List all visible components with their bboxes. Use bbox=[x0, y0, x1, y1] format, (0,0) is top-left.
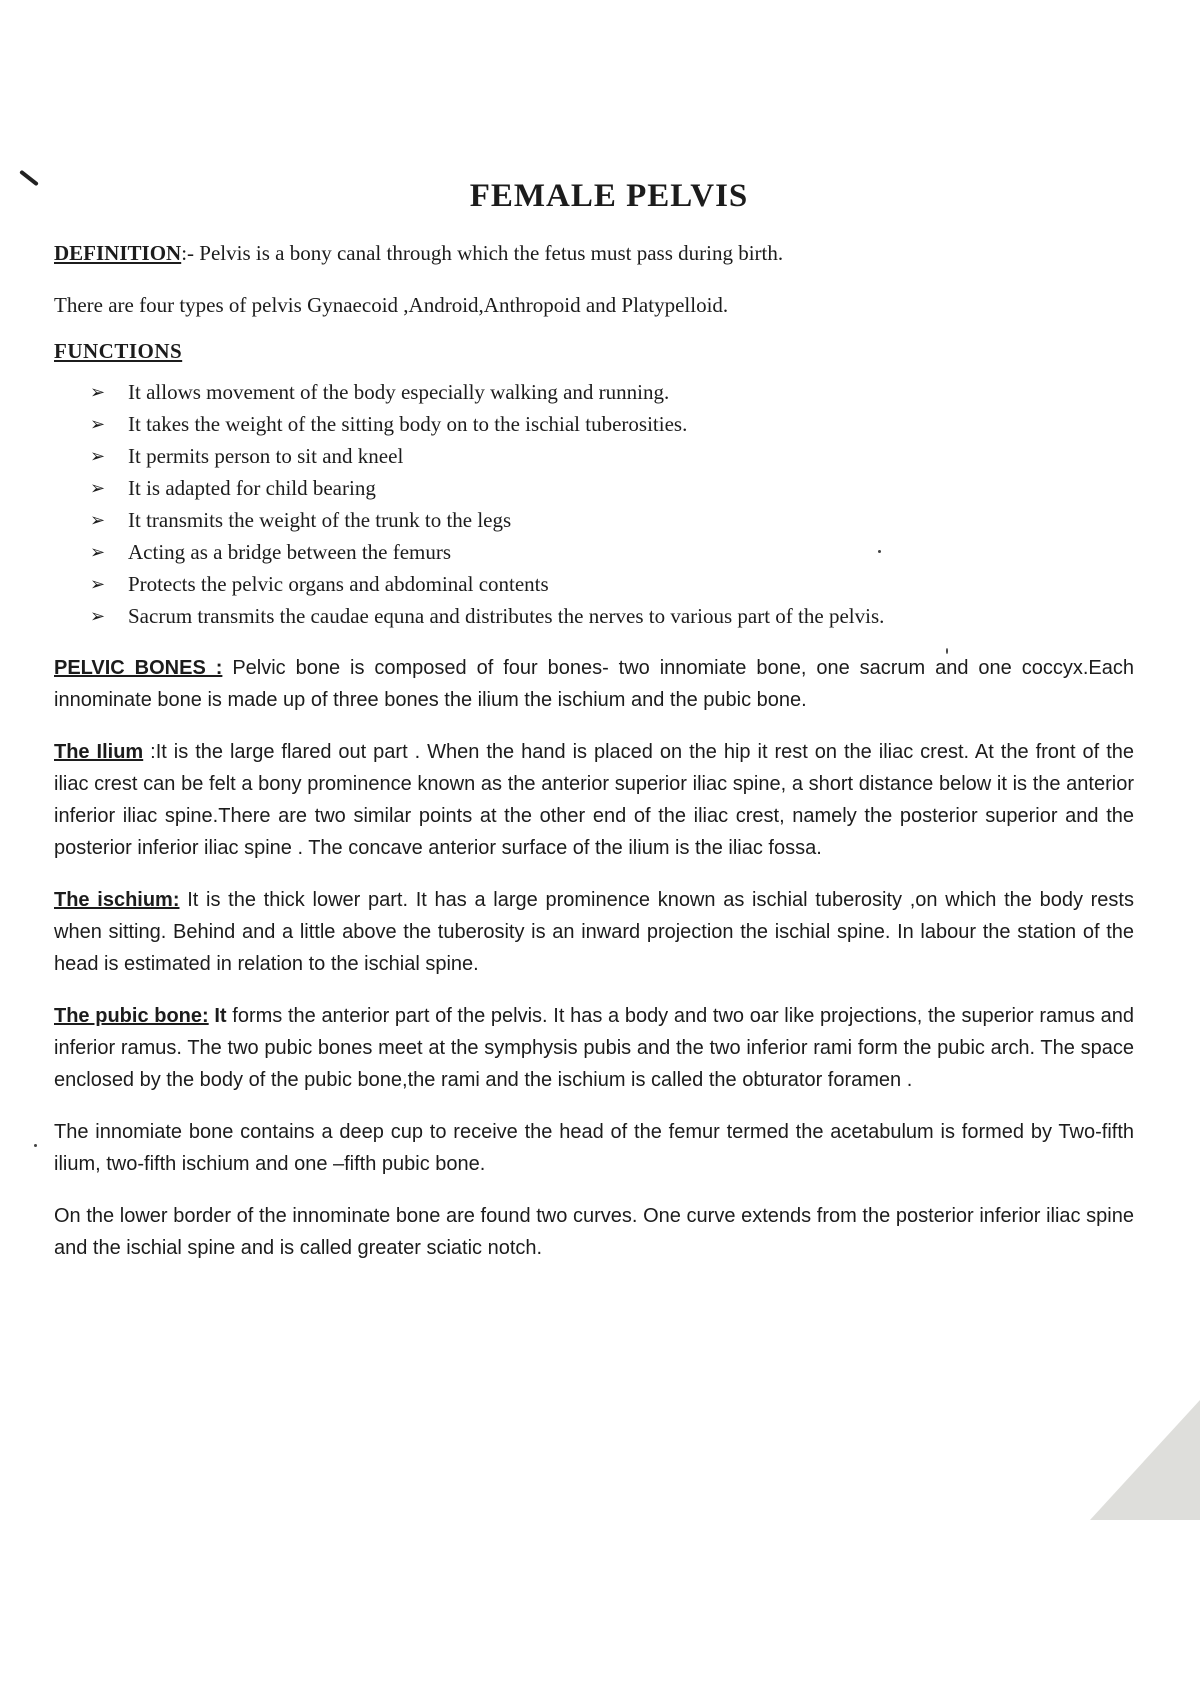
arrowhead-bullet-icon: ➢ bbox=[90, 414, 106, 434]
arrowhead-bullet-icon: ➢ bbox=[90, 478, 106, 498]
arrowhead-bullet-icon: ➢ bbox=[90, 446, 106, 466]
acetabulum-paragraph: The innomiate bone contains a deep cup to receive the head of the femur termed the acetabulum is formed by Two-fifth ilium, two-fifth ischium and one –fifth pubic bone. bbox=[54, 1121, 1134, 1175]
list-item: ➢ Acting as a bridge between the femurs bbox=[90, 536, 1134, 568]
pubic-bone-term: The pubic bone: bbox=[54, 1005, 209, 1027]
functions-heading: FUNCTIONS bbox=[54, 339, 183, 363]
arrowhead-bullet-icon: ➢ bbox=[90, 606, 106, 626]
pelvic-bones-term: PELVIC BONES : bbox=[54, 657, 223, 679]
pubic-bone-paragraph bbox=[54, 1000, 1134, 1096]
list-item: ➢ Protects the pelvic organs and abdominal contents bbox=[90, 568, 1134, 600]
arrowhead-bullet-icon: ➢ bbox=[90, 382, 106, 402]
pelvis-types-paragraph: There are four types of pelvis Gynaecoid ,Android,Anthropoid and Platypelloid. bbox=[54, 293, 729, 317]
pubic-bone-text: forms the anterior part of the pelvis. It has a body and two oar like projections, the superior ramus and inferior ramus. The two pubic bones meet at the symphysis pubis and the two inferior rami form the pubic arch. The space enclosed by the body of the pubic bone,the rami and the ischium is called the obturator foramen . bbox=[54, 1005, 1134, 1091]
arrowhead-bullet-icon: ➢ bbox=[90, 542, 106, 562]
list-item: ➢ Sacrum transmits the caudae equna and distributes the nerves to various part of the pelvis. bbox=[90, 600, 1134, 632]
ilium-text: :It is the large flared out part . When the hand is placed on the hip it rest on the iliac crest. At the front of the iliac crest can be felt a bony prominence known as the anterior superior iliac spine, a short distance below it is the anterior inferior iliac spine.There are two similar points at the other end of the iliac crest, namely the posterior superior and the posterior inferior iliac spine . The concave anterior surface of the ilium is the iliac fossa. bbox=[54, 741, 1134, 859]
pubic-bone-lead: It bbox=[208, 1005, 227, 1027]
functions-list bbox=[54, 376, 1134, 632]
ischium-term: The ischium: bbox=[54, 889, 180, 911]
list-item: ➢ It allows movement of the body especially walking and running. bbox=[90, 376, 1134, 408]
ilium-paragraph bbox=[54, 736, 1134, 864]
page-corner-shadow bbox=[1090, 1400, 1200, 1520]
ilium-term: The Ilium bbox=[54, 741, 144, 763]
definition-term: DEFINITION bbox=[54, 241, 182, 265]
ischium-text: It is the thick lower part. It has a large prominence known as ischial tuberosity ,on which the body rests when sitting. Behind and a little above the tuberosity is an inward projection the ischial spine. In labour the station of the head is estimated in relation to the ischial spine. bbox=[54, 889, 1134, 975]
list-item: ➢ It permits person to sit and kneel bbox=[90, 440, 1134, 472]
list-item: ➢ It is adapted for child bearing bbox=[90, 472, 1134, 504]
document-body bbox=[54, 178, 1134, 1284]
list-item: ➢ It takes the weight of the sitting body on to the ischial tuberosities. bbox=[90, 408, 1134, 440]
lower-border-paragraph: On the lower border of the innominate bone are found two curves. One curve extends from the posterior inferior iliac spine and the ischial spine and is called greater sciatic notch. bbox=[54, 1205, 1134, 1259]
scan-mark bbox=[19, 170, 39, 187]
ischium-paragraph bbox=[54, 884, 1134, 980]
list-item: ➢ It transmits the weight of the trunk to the legs bbox=[90, 504, 1134, 536]
definition-paragraph bbox=[54, 237, 1134, 269]
pelvic-bones-text: Pelvic bone is composed of four bones- two innomiate bone, one sacrum and one coccyx.Each innominate bone is made up of three bones the ilium the ischium and the pubic bone. bbox=[54, 657, 1134, 711]
arrowhead-bullet-icon: ➢ bbox=[90, 510, 106, 530]
definition-text: :- Pelvis is a bony canal through which the fetus must pass during birth. bbox=[181, 241, 784, 265]
page-title: FEMALE PELVIS bbox=[469, 178, 749, 214]
scan-speck bbox=[34, 1144, 37, 1147]
pelvic-bones-paragraph bbox=[54, 652, 1134, 716]
arrowhead-bullet-icon: ➢ bbox=[90, 574, 106, 594]
